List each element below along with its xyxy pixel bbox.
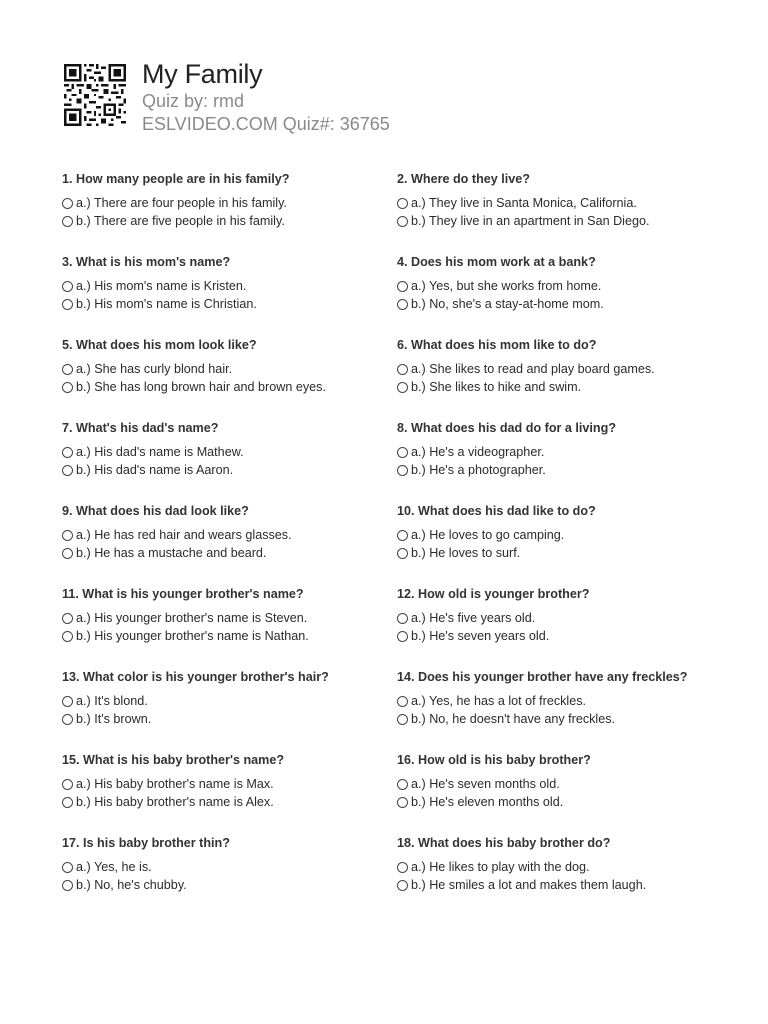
radio-button[interactable]	[397, 880, 408, 891]
question-block	[62, 586, 397, 669]
answer-option-a[interactable]	[62, 443, 397, 461]
answer-text: a.) Yes, but she works from home.	[411, 279, 602, 293]
radio-button[interactable]	[397, 198, 408, 209]
answer-option-b[interactable]	[397, 212, 712, 230]
answer-option-b[interactable]	[397, 544, 712, 562]
question-block	[62, 337, 397, 420]
question-block	[62, 669, 397, 752]
question-block	[397, 254, 712, 337]
answer-text: b.) No, he doesn't have any freckles.	[411, 712, 616, 726]
answer-option-a[interactable]	[397, 609, 712, 627]
answer-text: b.) She likes to hike and swim.	[411, 380, 582, 394]
radio-button[interactable]	[397, 714, 408, 725]
question-block	[397, 337, 712, 420]
radio-button[interactable]	[397, 465, 408, 476]
question-block	[397, 586, 712, 669]
radio-button[interactable]	[62, 447, 73, 458]
radio-button[interactable]	[62, 465, 73, 476]
answer-text: b.) No, she's a stay-at-home mom.	[411, 297, 604, 311]
answer-text: a.) He's seven months old.	[411, 777, 560, 791]
radio-button[interactable]	[62, 299, 73, 310]
radio-button[interactable]	[62, 198, 73, 209]
answer-text: b.) He smiles a lot and makes them laugh.	[411, 878, 647, 892]
answer-text: a.) He's a videographer.	[411, 445, 545, 459]
answer-option-b[interactable]	[62, 710, 397, 728]
radio-button[interactable]	[62, 696, 73, 707]
question-block	[62, 503, 397, 586]
radio-button[interactable]	[397, 216, 408, 227]
question-block	[397, 171, 712, 254]
question-block	[62, 254, 397, 337]
question-block	[397, 420, 712, 503]
answer-option-a[interactable]	[62, 858, 397, 876]
question-text: 6. What does his mom like to do?	[397, 338, 597, 352]
quiz-title: My Family	[142, 59, 263, 89]
question-text: 4. Does his mom work at a bank?	[397, 255, 596, 269]
answer-option-b[interactable]	[397, 461, 712, 479]
radio-button[interactable]	[397, 548, 408, 559]
answer-option-b[interactable]	[397, 710, 712, 728]
answer-text: a.) He loves to go camping.	[411, 528, 565, 542]
answer-option-a[interactable]	[62, 277, 397, 295]
question-text: 10. What does his dad like to do?	[397, 504, 596, 518]
answer-text: a.) His mom's name is Kristen.	[76, 279, 247, 293]
radio-button[interactable]	[62, 613, 73, 624]
question-block	[62, 835, 397, 918]
answer-option-b[interactable]	[62, 627, 397, 645]
answer-text: a.) His younger brother's name is Steven.	[76, 611, 308, 625]
radio-button[interactable]	[62, 631, 73, 642]
radio-button[interactable]	[62, 880, 73, 891]
answer-option-b[interactable]	[62, 793, 397, 811]
answer-option-a[interactable]	[397, 277, 712, 295]
answer-text: a.) She likes to read and play board games.	[411, 362, 655, 376]
radio-button[interactable]	[397, 530, 408, 541]
question-grid	[62, 171, 712, 918]
radio-button[interactable]	[62, 779, 73, 790]
question-block	[62, 420, 397, 503]
answer-option-b[interactable]	[62, 461, 397, 479]
answer-text: a.) He likes to play with the dog.	[411, 860, 590, 874]
radio-button[interactable]	[62, 530, 73, 541]
answer-option-b[interactable]	[397, 627, 712, 645]
answer-text: a.) There are four people in his family.	[76, 196, 287, 210]
answer-text: b.) His mom's name is Christian.	[76, 297, 257, 311]
question-text: 15. What is his baby brother's name?	[62, 753, 285, 767]
answer-text: a.) They live in Santa Monica, California.	[411, 196, 637, 210]
quiz-number: ESLVIDEO.COM Quiz#: 36765	[142, 114, 390, 134]
question-text: 13. What color is his younger brother's hair?	[62, 670, 329, 684]
question-text: 17. Is his baby brother thin?	[62, 836, 230, 850]
answer-option-b[interactable]	[62, 378, 397, 396]
answer-text: a.) It's blond.	[76, 694, 148, 708]
answer-text: b.) He has a mustache and beard.	[76, 546, 267, 560]
radio-button[interactable]	[397, 382, 408, 393]
answer-text: b.) He's a photographer.	[411, 463, 546, 477]
question-text: 16. How old is his baby brother?	[397, 753, 591, 767]
qr-code-icon	[64, 64, 126, 126]
radio-button[interactable]	[397, 779, 408, 790]
answer-text: b.) There are five people in his family.	[76, 214, 285, 228]
radio-button[interactable]	[62, 548, 73, 559]
answer-text: b.) His baby brother's name is Alex.	[76, 795, 274, 809]
question-text: 5. What does his mom look like?	[62, 338, 257, 352]
question-text: 8. What does his dad do for a living?	[397, 421, 617, 435]
answer-text: b.) She has long brown hair and brown eyes.	[76, 380, 326, 394]
answer-option-a[interactable]	[397, 858, 712, 876]
answer-text: b.) He's eleven months old.	[411, 795, 564, 809]
answer-option-a[interactable]	[397, 775, 712, 793]
answer-text: a.) He's five years old.	[411, 611, 536, 625]
question-text: 2. Where do they live?	[397, 172, 530, 186]
radio-button[interactable]	[397, 613, 408, 624]
answer-text: b.) He's seven years old.	[411, 629, 550, 643]
answer-option-a[interactable]	[62, 526, 397, 544]
answer-option-a[interactable]	[62, 609, 397, 627]
answer-text: a.) His dad's name is Mathew.	[76, 445, 244, 459]
answer-text: b.) His younger brother's name is Nathan.	[76, 629, 309, 643]
answer-option-a[interactable]	[397, 194, 712, 212]
radio-button[interactable]	[62, 382, 73, 393]
answer-option-b[interactable]	[62, 544, 397, 562]
radio-button[interactable]	[62, 714, 73, 725]
question-block	[397, 669, 712, 752]
radio-button[interactable]	[397, 797, 408, 808]
radio-button[interactable]	[397, 364, 408, 375]
radio-button[interactable]	[397, 281, 408, 292]
answer-option-a[interactable]	[397, 526, 712, 544]
answer-text: b.) He loves to surf.	[411, 546, 521, 560]
answer-text: b.) It's brown.	[76, 712, 152, 726]
answer-option-b[interactable]	[62, 876, 397, 894]
radio-button[interactable]	[62, 364, 73, 375]
answer-option-b[interactable]	[62, 212, 397, 230]
radio-button[interactable]	[62, 797, 73, 808]
radio-button[interactable]	[397, 862, 408, 873]
answer-option-a[interactable]	[62, 775, 397, 793]
question-text: 7. What's his dad's name?	[62, 421, 219, 435]
answer-option-a[interactable]	[397, 692, 712, 710]
radio-button[interactable]	[397, 631, 408, 642]
answer-option-a[interactable]	[62, 194, 397, 212]
quiz-author: Quiz by: rmd	[142, 91, 245, 111]
answer-option-b[interactable]	[62, 295, 397, 313]
answer-option-b[interactable]	[397, 876, 712, 894]
answer-text: b.) They live in an apartment in San Diego.	[411, 214, 650, 228]
radio-button[interactable]	[397, 696, 408, 707]
answer-option-a[interactable]	[397, 360, 712, 378]
answer-text: b.) His dad's name is Aaron.	[76, 463, 234, 477]
answer-text: a.) Yes, he is.	[76, 860, 152, 874]
answer-option-b[interactable]	[397, 378, 712, 396]
answer-text: a.) Yes, he has a lot of freckles.	[411, 694, 587, 708]
question-text: 11. What is his younger brother's name?	[62, 587, 304, 601]
answer-text: a.) She has curly blond hair.	[76, 362, 233, 376]
question-text: 18. What does his baby brother do?	[397, 836, 611, 850]
question-block	[62, 752, 397, 835]
radio-button[interactable]	[397, 447, 408, 458]
answer-option-a[interactable]	[62, 692, 397, 710]
question-text: 9. What does his dad look like?	[62, 504, 249, 518]
radio-button[interactable]	[62, 216, 73, 227]
question-block	[62, 171, 397, 254]
question-text: 3. What is his mom's name?	[62, 255, 231, 269]
question-block	[397, 752, 712, 835]
radio-button[interactable]	[62, 862, 73, 873]
question-text: 1. How many people are in his family?	[62, 172, 290, 186]
answer-option-b[interactable]	[397, 793, 712, 811]
question-block	[397, 503, 712, 586]
answer-text: b.) No, he's chubby.	[76, 878, 187, 892]
answer-text: a.) He has red hair and wears glasses.	[76, 528, 292, 542]
answer-text: a.) His baby brother's name is Max.	[76, 777, 274, 791]
question-block	[397, 835, 712, 918]
radio-button[interactable]	[62, 281, 73, 292]
answer-option-a[interactable]	[62, 360, 397, 378]
answer-option-b[interactable]	[397, 295, 712, 313]
radio-button[interactable]	[397, 299, 408, 310]
answer-option-a[interactable]	[397, 443, 712, 461]
question-text: 12. How old is younger brother?	[397, 587, 590, 601]
question-text: 14. Does his younger brother have any freckles?	[397, 670, 688, 684]
